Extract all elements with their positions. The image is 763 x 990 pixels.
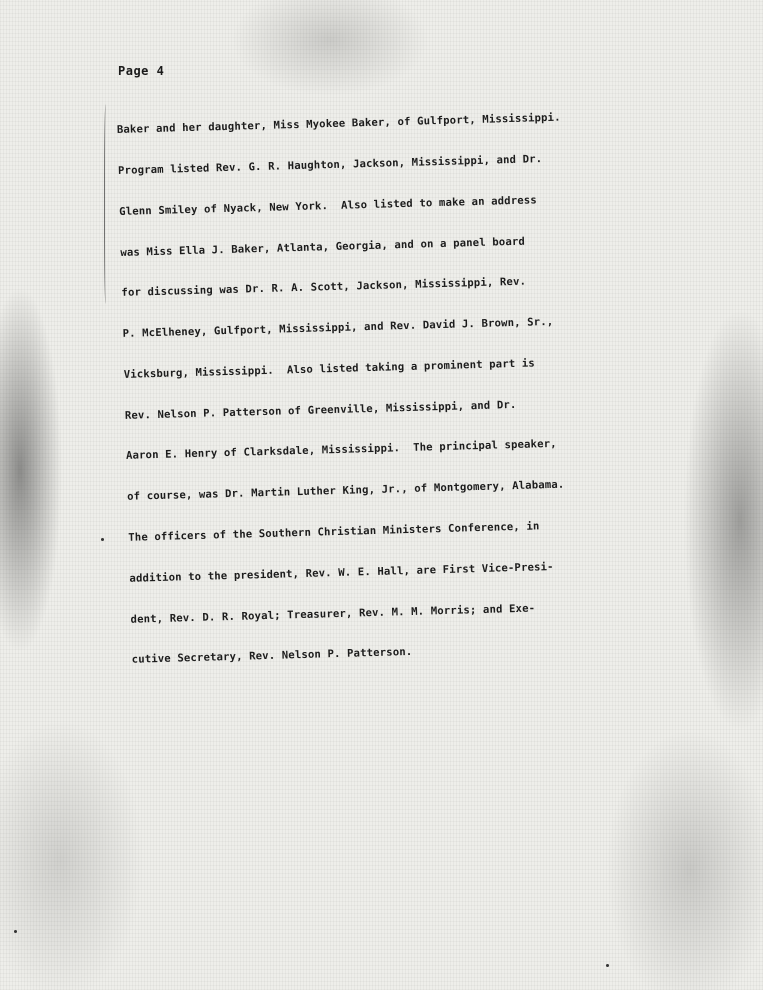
text-line: The officers of the Southern Christian Ministers Conference, in xyxy=(128,520,540,544)
scan-speck xyxy=(606,964,609,967)
text-line: Vicksburg, Mississippi. Also listed taking a prominent part is xyxy=(123,357,536,381)
text-line: of course, was Dr. Martin Luther King, Jr., of Montgomery, Alabama. xyxy=(127,478,565,504)
text-line: Program listed Rev. G. R. Haughton, Jackson, Mississippi, and Dr. xyxy=(117,153,543,177)
page-number: Page 4 xyxy=(118,64,165,78)
text-line: cutive Secretary, Rev. Nelson P. Patterson. xyxy=(131,646,413,667)
text-line: Rev. Nelson P. Patterson of Greenville, Mississippi, and Dr. xyxy=(124,398,517,422)
text-line: Aaron E. Henry of Clarksdale, Mississippi. The principal speaker, xyxy=(125,438,557,463)
text-line: dent, Rev. D. R. Royal; Treasurer, Rev. M. M. Morris; and Exe- xyxy=(130,602,536,626)
text-line: was Miss Ella J. Baker, Atlanta, Georgia, and on a panel board xyxy=(120,235,526,259)
text-line: for discussing was Dr. R. A. Scott, Jackson, Mississippi, Rev. xyxy=(121,275,527,300)
text-line: P. McElheney, Gulfport, Mississippi, and Rev. David J. Brown, Sr., xyxy=(122,315,554,340)
body-paragraph xyxy=(116,79,763,695)
text-line: addition to the president, Rev. W. E. Hall, are First Vice-Presi- xyxy=(129,560,554,585)
margin-bracket-mark xyxy=(104,104,108,304)
text-line: Glenn Smiley of Nyack, New York. Also listed to make an address xyxy=(119,194,538,218)
text-line: Baker and her daughter, Miss Myokee Baker, of Gulfport, Mississippi. xyxy=(116,111,561,137)
scan-speck xyxy=(101,538,104,541)
scan-speck xyxy=(14,930,17,933)
